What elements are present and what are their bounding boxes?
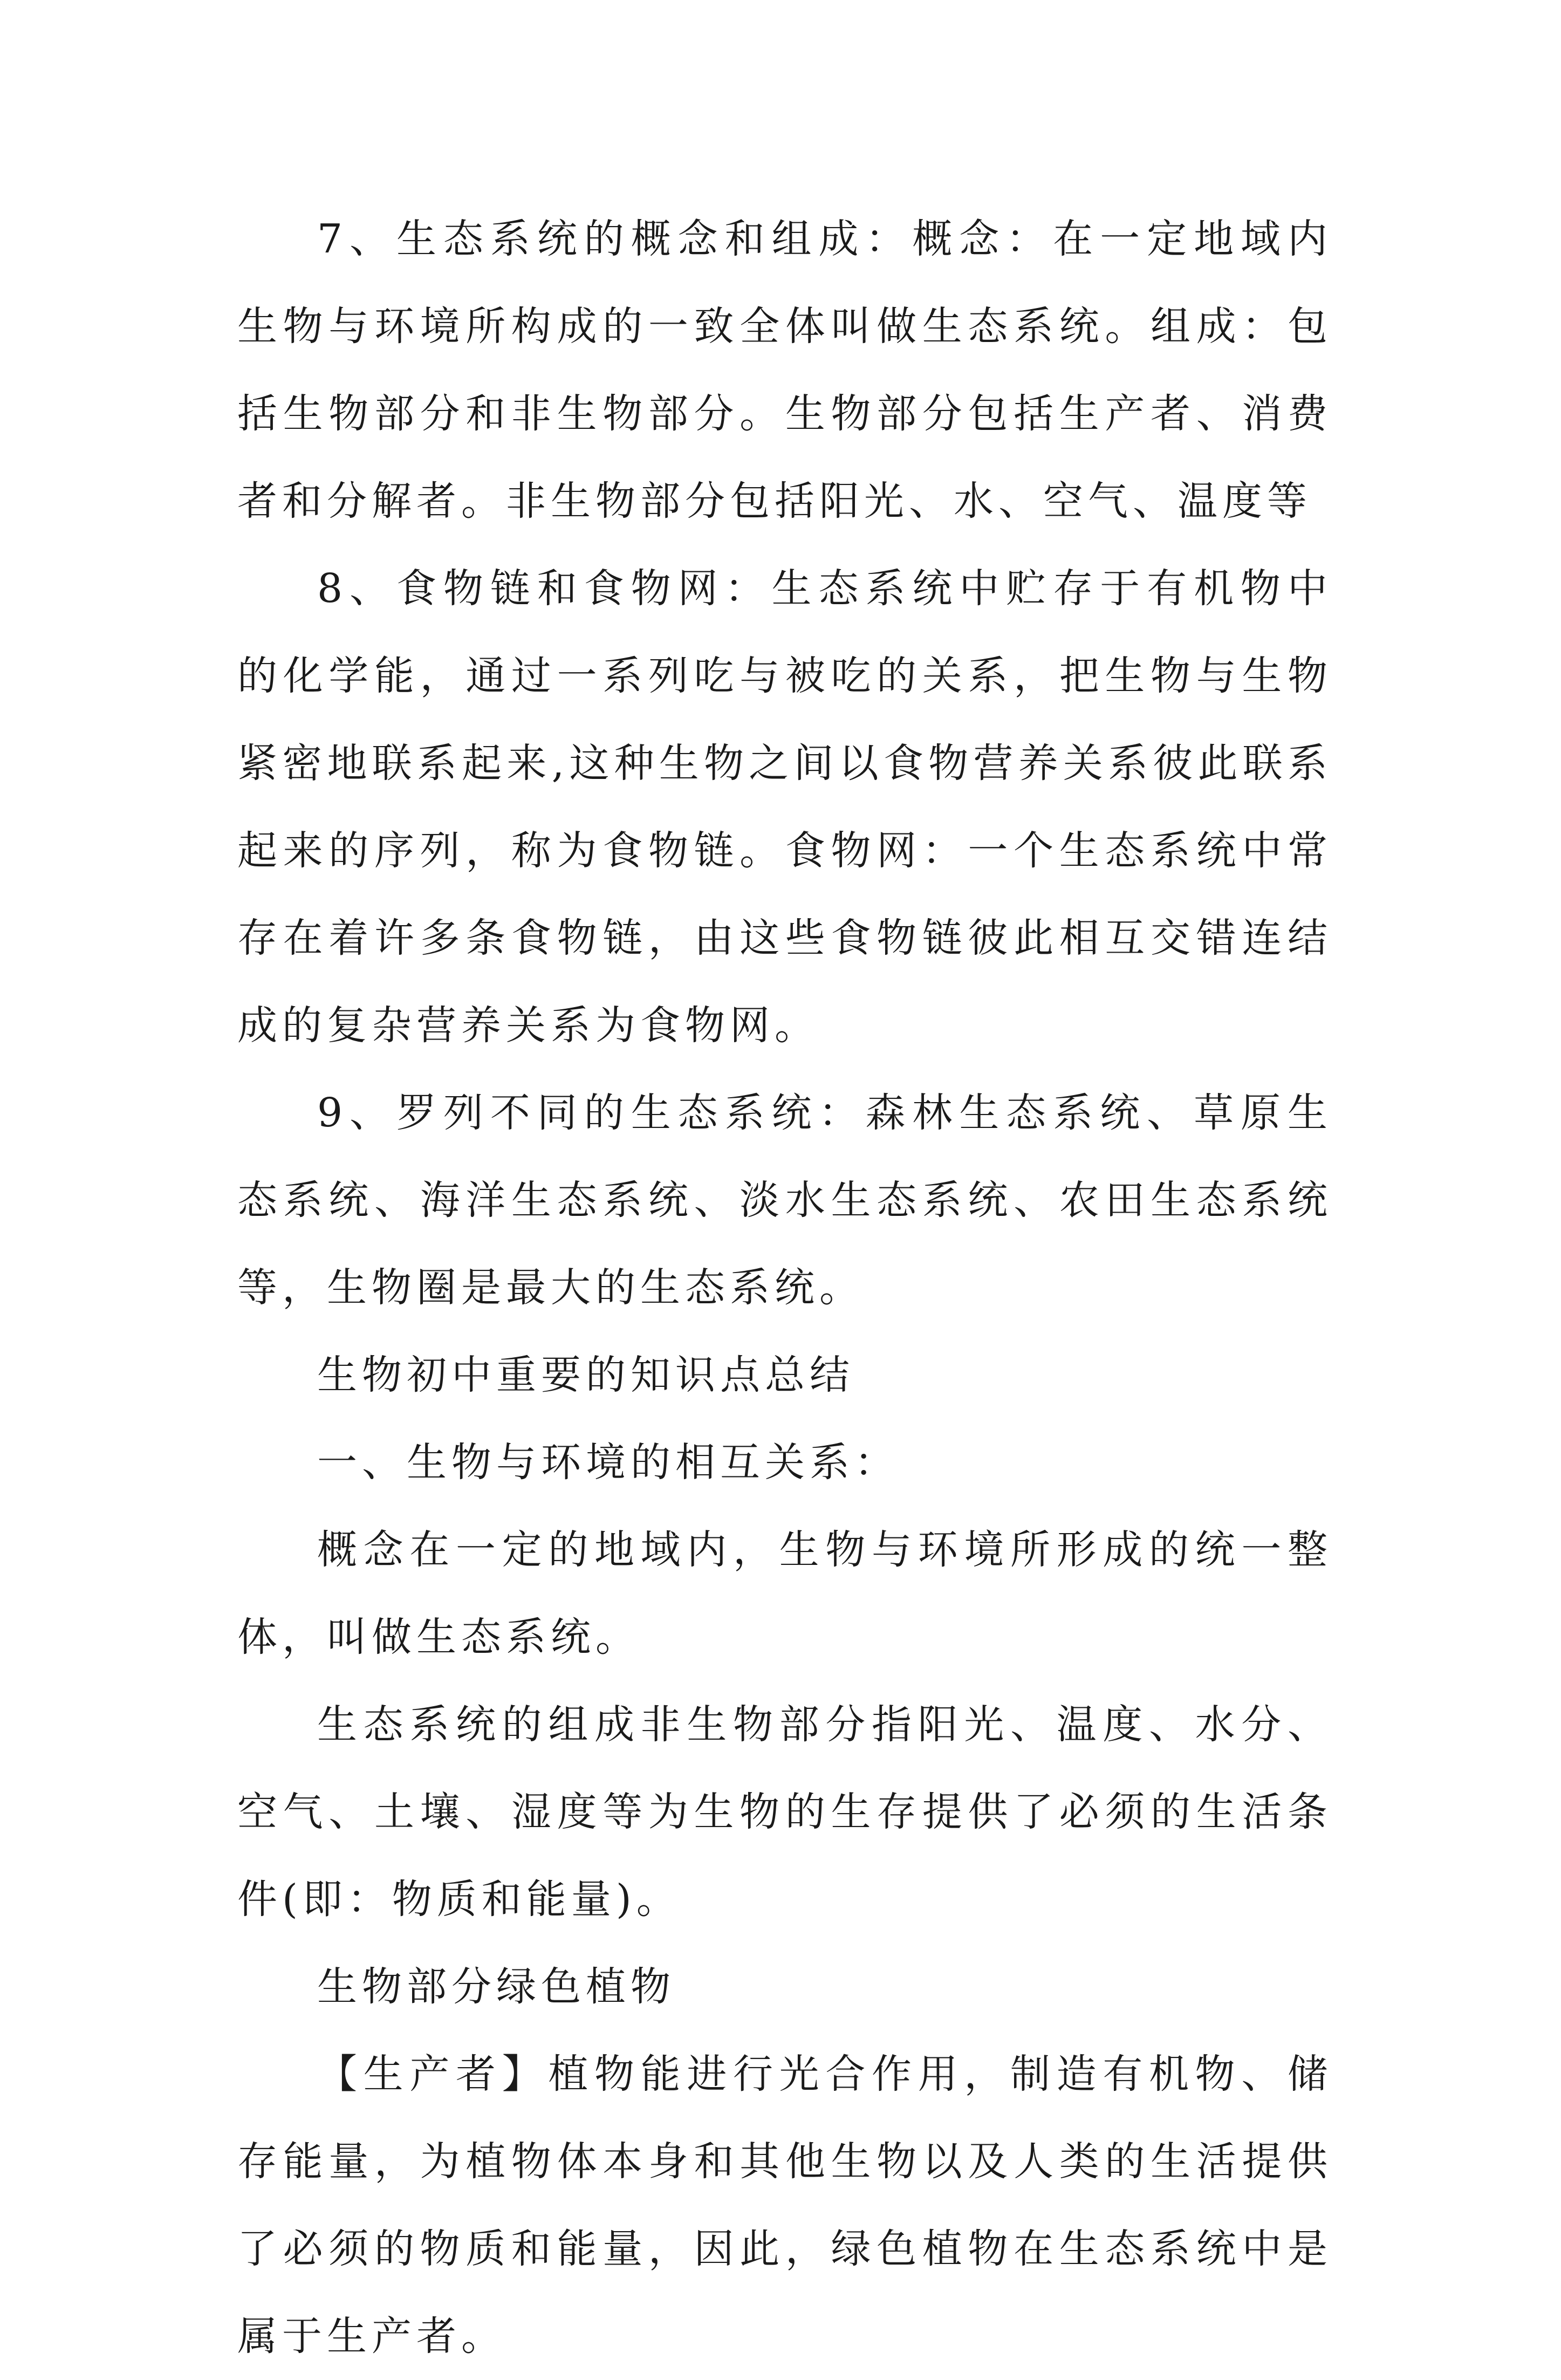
paragraph-living-components: 生物部分绿色植物 [317, 1964, 675, 2010]
subsection-heading: 一、生物与环境的相互关系： [317, 1439, 899, 1486]
paragraph-concept: 概念在一定的地域内，生物与环境所形成的统一整体，叫做生态系统。 [237, 1527, 1332, 1660]
section-heading: 生物初中重要的知识点总结 [317, 1352, 854, 1398]
paragraph-nonliving-components: 生态系统的组成非生物部分指阳光、温度、水分、空气、土壤、湿度等为生物的生存提供了必须的生活条件(即：物质和能量)。 [237, 1701, 1332, 1923]
document-body [237, 195, 1332, 2380]
paragraph-producers: 【生产者】植物能进行光合作用，制造有机物、储存能量，为植物体本身和其他生物以及人类的生活提供了必须的物质和能量，因此，绿色植物在生态系统中是属于生产者。 [237, 2051, 1332, 2360]
paragraph-ecosystem-concept: 7、生态系统的概念和组成：概念：在一定地域内生物与环境所构成的一致全体叫做生态系统。组成：包括生物部分和非生物部分。生物部分包括生产者、消费者和分解者。非生物部分包括阳光、水、空气、温度等 [237, 216, 1332, 524]
paragraph-ecosystem-types: 9、罗列不同的生态系统：森林生态系统、草原生态系统、海洋生态系统、淡水生态系统、农田生态系统等，生物圈是最大的生态系统。 [237, 1090, 1332, 1311]
paragraph-food-chain-web: 8、食物链和食物网：生态系统中贮存于有机物中的化学能，通过一系列吃与被吃的关系，把生物与生物紧密地联系起来,这种生物之间以食物营养关系彼此联系起来的序列，称为食物链。食物网：一个生态系统中常存在着许多条食物链，由这些食物链彼此相互交错连结成的复杂营养关系为食物网。 [237, 565, 1332, 1049]
